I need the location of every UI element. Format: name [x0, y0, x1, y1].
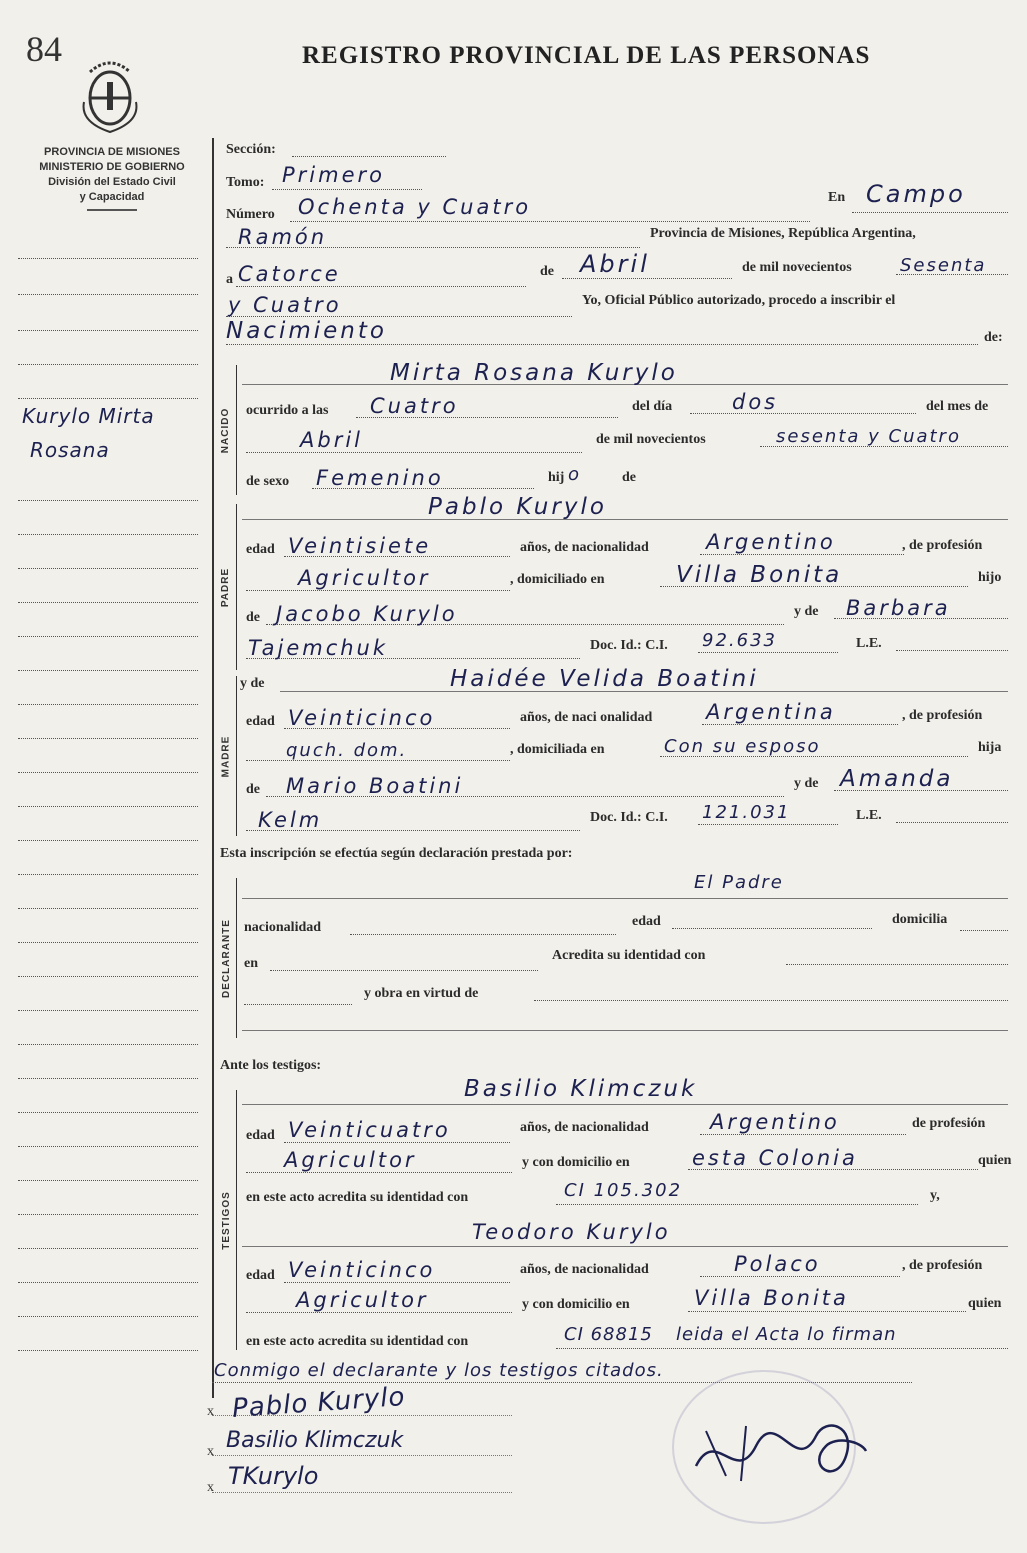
value-anio2: y Cuatro [228, 293, 342, 317]
official-signature [686, 1406, 876, 1496]
label-de: de [540, 264, 554, 279]
value-sexo: Femenino [316, 466, 444, 490]
tab-nacido: NACIDO [220, 407, 232, 453]
label-domicilia: domicilia [892, 912, 948, 927]
value-t1-dom: esta Colonia [692, 1146, 858, 1170]
label-de-mil: de mil novecientos [742, 260, 852, 275]
label-y-de-m: y de [794, 776, 819, 791]
value-abuelo-p: Jacobo Kurylo [276, 602, 458, 626]
margin-note-name: Rosana [30, 438, 110, 462]
signature-father: Pablo Kurylo [231, 1381, 407, 1425]
value-testigo2: Teodoro Kurylo [472, 1220, 671, 1244]
label-t1-edad: edad [246, 1128, 275, 1143]
label-t1-quien: quien [978, 1153, 1012, 1168]
label-t2-nac: años, de nacionalidad [520, 1262, 649, 1277]
label-padre-dom: , domiciliado en [510, 572, 605, 587]
label-a: a [226, 272, 233, 287]
value-t2-ci: CI 68815 [564, 1324, 653, 1345]
margin-note-surname: Kurylo Mirta [22, 404, 155, 428]
agency-line-province: PROVINCIA DE MISIONES [44, 146, 180, 158]
label-t2-acto: en este acto acredita su identidad con [246, 1334, 469, 1349]
label-de-abuelo-p: de [246, 610, 260, 625]
tab-madre: MADRE [220, 735, 232, 777]
value-abuelo-m: Mario Boatini [286, 774, 464, 798]
label-de-hijo: de [622, 470, 636, 485]
value-madre: Haidée Velida Boatini [450, 666, 759, 692]
label-y-de: y de [794, 604, 819, 619]
value-t2-dom: Villa Bonita [694, 1286, 849, 1310]
value-madre-edad: Veinticinco [288, 706, 436, 730]
label-de-colon: de: [984, 330, 1003, 345]
label-padre-hijo: hijo [978, 570, 1002, 585]
tab-testigos: TESTIGOS [220, 1190, 232, 1250]
label-madre-nac: años, de naci onalidad [520, 710, 653, 725]
value-abuela-m2: Kelm [258, 808, 323, 832]
value-mes-nac: Abril [300, 428, 363, 452]
label-edad-decl: edad [632, 914, 661, 929]
value-closing-1: leida el Acta lo firman [676, 1324, 897, 1345]
value-madre-ci: 121.031 [702, 802, 791, 823]
value-padre: Pablo Kurylo [428, 494, 607, 520]
value-testigo1: Basilio Klimczuk [464, 1076, 698, 1102]
value-abuela-m1: Amanda [840, 766, 954, 792]
value-padre-dom: Villa Bonita [676, 562, 843, 588]
value-dia-nac: dos [732, 390, 779, 414]
agency-line-division: División del Estado Civil [48, 176, 176, 188]
signature-witness-1: Basilio Klimczuk [226, 1428, 404, 1453]
label-obra: y obra en virtud de [364, 986, 479, 1001]
label-en: En [828, 190, 846, 205]
value-t2-edad: Veinticinco [288, 1258, 436, 1282]
tab-declarante: DECLARANTE [220, 918, 232, 998]
agency-block [14, 145, 210, 211]
value-madre-nac: Argentina [706, 700, 836, 724]
value-padre-edad: Veintisiete [288, 534, 432, 558]
document-title: REGISTRO PROVINCIAL DE LAS PERSONAS [302, 42, 871, 69]
label-madre-dom: , domiciliada en [510, 742, 605, 757]
label-madre-edad: edad [246, 714, 275, 729]
label-t2-dom: y con domicilio en [522, 1297, 630, 1312]
value-t1-edad: Veinticuatro [288, 1118, 451, 1142]
label-yo: Yo, Oficial Público autorizado, procedo a inscribir el [582, 293, 896, 308]
label-acredita: Acredita su identidad con [552, 948, 706, 963]
page-number: 84 [26, 29, 62, 69]
value-mes: Abril [580, 250, 650, 278]
label-tomo: Tomo: [226, 175, 265, 190]
label-en-decl: en [244, 956, 258, 971]
agency-line-ministry: MINISTERIO DE GOBIERNO [39, 161, 185, 173]
coat-of-arms-icon [78, 52, 142, 136]
label-t1-y: y, [930, 1188, 940, 1203]
label-padre-nac: años, de nacionalidad [520, 540, 649, 555]
value-hijo-suffix: o [568, 464, 582, 485]
value-t2-prof: Agricultor [296, 1288, 429, 1312]
label-t2-edad: edad [246, 1268, 275, 1283]
label-padre-edad: edad [246, 542, 275, 557]
label-de-abuelo-m: de [246, 782, 260, 797]
value-padre-ci: 92.633 [702, 630, 777, 651]
label-t1-prof: de profesión [912, 1116, 986, 1131]
value-madre-prof: quch. dom. [286, 740, 408, 761]
value-padre-prof: Agricultor [298, 566, 431, 590]
value-abuela-p2: Tajemchuk [248, 636, 389, 660]
label-del-mes: del mes de [926, 399, 989, 414]
tab-padre: PADRE [220, 567, 232, 607]
label-ocurrido: ocurrido a las [246, 403, 329, 418]
value-anio-nac: sesenta y Cuatro [776, 426, 961, 447]
label-madre-prof: , de profesión [902, 708, 983, 723]
value-en: Campo [866, 180, 966, 208]
value-t1-ci: CI 105.302 [564, 1180, 683, 1201]
label-de-mil2: de mil novecientos [596, 432, 706, 447]
label-t2-prof: , de profesión [902, 1258, 983, 1273]
value-t2-nac: Polaco [734, 1252, 821, 1276]
label-padre-le: L.E. [856, 636, 882, 651]
label-t1-nac: años, de nacionalidad [520, 1120, 649, 1135]
label-seccion: Sección: [226, 142, 276, 157]
label-madre-doc: Doc. Id.: C.I. [590, 810, 668, 825]
value-ramon: Ramón [238, 225, 328, 249]
label-y-de2: y de [240, 676, 265, 691]
label-inscripcion: Esta inscripción se efectúa según declaración prestada por: [220, 846, 573, 861]
value-declarante: El Padre [694, 872, 784, 893]
value-nombre: Mirta Rosana Kurylo [390, 360, 678, 386]
label-madre-hija: hija [978, 740, 1002, 755]
value-abuela-p1: Barbara [846, 596, 951, 620]
main-divider [212, 138, 214, 1398]
label-nacionalidad: nacionalidad [244, 920, 322, 935]
value-padre-nac: Argentino [706, 530, 836, 554]
value-t1-nac: Argentino [710, 1110, 840, 1134]
label-hijo: hij [548, 470, 565, 485]
value-anio1: Sesenta [900, 255, 987, 276]
label-madre-le: L.E. [856, 808, 882, 823]
label-padre-doc: Doc. Id.: C.I. [590, 638, 668, 653]
value-hora: Cuatro [370, 394, 459, 418]
value-madre-dom: Con su esposo [664, 736, 821, 757]
label-t2-quien: quien [968, 1296, 1002, 1311]
label-t1-dom: y con domicilio en [522, 1155, 630, 1170]
label-del-dia: del día [632, 399, 673, 414]
label-padre-prof: , de profesión [902, 538, 983, 553]
label-t1-acto: en este acto acredita su identidad con [246, 1190, 469, 1205]
label-ante: Ante los testigos: [220, 1058, 322, 1073]
value-closing-2: Conmigo el declarante y los testigos citados. [214, 1360, 664, 1381]
label-numero: Número [226, 207, 275, 222]
value-acto: Nacimiento [226, 318, 387, 344]
signature-witness-2: TKurylo [228, 1462, 319, 1490]
value-numero: Ochenta y Cuatro [298, 195, 532, 219]
value-tomo: Primero [282, 163, 385, 187]
label-sexo: de sexo [246, 474, 290, 489]
label-provincia: Provincia de Misiones, República Argentina, [650, 226, 916, 241]
agency-line-capacity: y Capacidad [79, 191, 145, 203]
value-dia: Catorce [238, 262, 341, 286]
value-t1-prof: Agricultor [284, 1148, 417, 1172]
